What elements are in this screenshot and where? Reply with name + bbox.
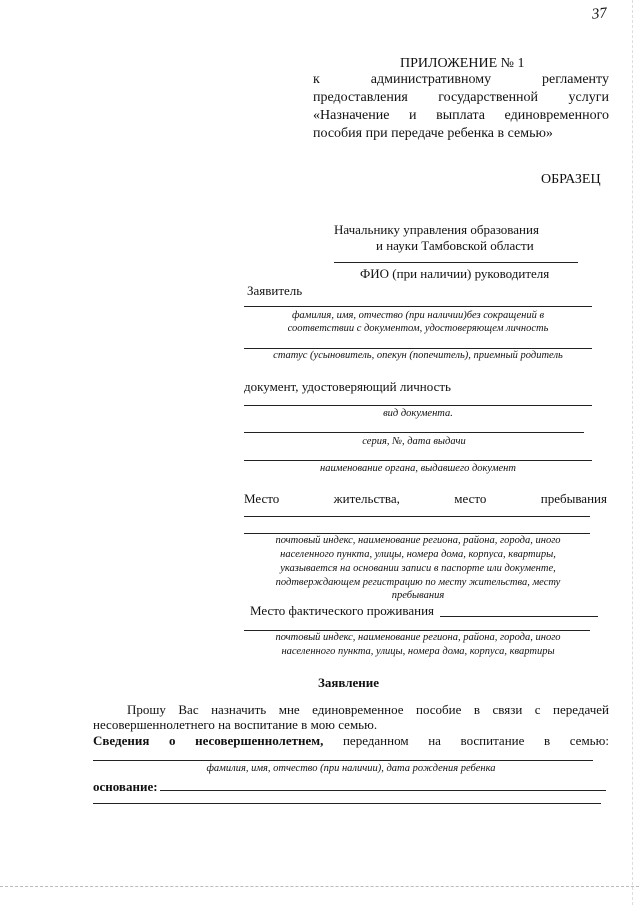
addressee-line-1: Начальнику управления образования <box>334 222 539 237</box>
id-document-label: документ, удостоверяющий личность <box>244 379 451 394</box>
doc-series-line <box>244 432 584 433</box>
child-info-label: Сведения о несовершеннолетнем, переданном на воспитание в семью: <box>93 733 609 748</box>
sample-label: ОБРАЗЕЦ <box>541 172 601 187</box>
statement-para-line-2: несовершеннолетнего на воспитание в мою семью. <box>93 717 378 732</box>
applicant-status-line <box>244 348 592 349</box>
hint-actual-2: населенного пункта, улицы, номера дома, корпуса, квартиры <box>281 646 555 657</box>
hint-addr-2: населенного пункта, улицы, номера дома, корпуса, квартиры, <box>280 549 556 560</box>
hint-addr-4: подтверждающем регистрацию по месту жительства, месту <box>275 577 561 588</box>
hint-addr-5: пребывания <box>391 590 445 601</box>
page-number: 37 <box>591 5 608 23</box>
hint-child: фамилия, имя, отчество (при наличии), дата рождения ребенка <box>206 763 496 774</box>
hint-status: статус (усыновитель, опекун (попечитель), приемный родитель <box>273 350 563 361</box>
actual-residence-label: Место фактического проживания <box>250 603 435 618</box>
basis-line-1 <box>160 790 606 791</box>
statement-para-line-1: Прошу Вас назначить мне единовременное пособие в связи с передачей <box>127 702 609 717</box>
applicant-name-line <box>244 306 592 307</box>
hint-actual-1: почтовый индекс, наименование региона, района, города, иного <box>275 632 561 643</box>
scan-edge-right <box>632 0 633 905</box>
residence-label: Место жительства, место пребывания <box>244 491 607 506</box>
hint-doc-org: наименование органа, выдавшего документ <box>320 463 516 474</box>
statement-title: Заявление <box>318 675 380 690</box>
doc-org-line <box>244 460 592 461</box>
addressee-line-2: и науки Тамбовской области <box>376 238 534 253</box>
scan-edge-bottom <box>0 886 639 887</box>
addressee-fio-label: ФИО (при наличии) руководителя <box>360 266 550 281</box>
appendix-line-3: «Назначение и выплата единовременного <box>313 108 609 123</box>
appendix-line-4: пособия при передаче ребенка в семью» <box>313 126 553 141</box>
hint-addr-3: указывается на основании записи в паспорте или документе, <box>280 563 556 574</box>
hint-name-1: фамилия, имя, отчество (при наличии)без сокращений в <box>291 310 545 321</box>
basis-line-2 <box>93 803 601 804</box>
child-info-line <box>93 760 593 761</box>
addressee-fio-underline <box>334 262 578 263</box>
residence-line-2 <box>244 533 590 534</box>
hint-doc-type: вид документа. <box>383 408 453 419</box>
basis-label: основание: <box>93 779 158 794</box>
actual-residence-line-2 <box>244 630 590 631</box>
appendix-title: ПРИЛОЖЕНИЕ № 1 <box>400 56 525 71</box>
actual-residence-line <box>440 616 598 617</box>
residence-line-1 <box>244 516 590 517</box>
applicant-label: Заявитель <box>247 283 303 298</box>
hint-addr-1: почтовый индекс, наименование региона, района, города, иного <box>275 535 561 546</box>
hint-name-2: соответствии с документом, удостоверяющем личность <box>287 323 549 334</box>
appendix-line-2: предоставления государственной услуги <box>313 90 609 105</box>
appendix-line-1: к административному регламенту <box>313 72 609 87</box>
hint-doc-series: серия, №, дата выдачи <box>362 436 466 447</box>
doc-type-line <box>244 405 592 406</box>
